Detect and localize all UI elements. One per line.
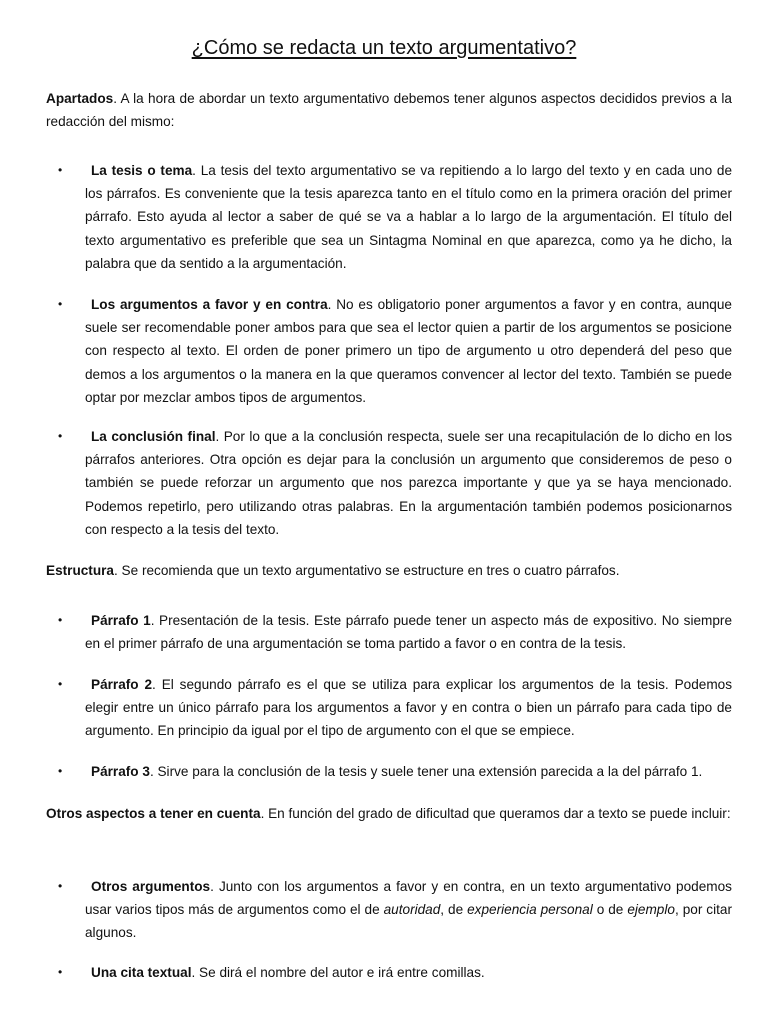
list-item-otros-argumentos: [58, 875, 732, 945]
list-item-label: Una cita textual: [91, 965, 192, 980]
apartados-text: . A la hora de abordar un texto argumentativo debemos tener algunos aspectos decididos previos a la redacción del mismo:: [46, 91, 732, 130]
emphasis-text: ejemplo: [627, 902, 675, 918]
list-item-cita-textual: [58, 961, 732, 984]
emphasis-text: autoridad: [383, 902, 441, 918]
list-item-parrafo-3: [58, 760, 732, 783]
list-item-label: La conclusión final: [91, 429, 216, 444]
bullet-icon: •: [58, 429, 63, 443]
bullet-icon: •: [58, 163, 63, 177]
list-item-label: Párrafo 2: [91, 677, 153, 692]
list-item-label: Otros argumentos: [91, 879, 211, 894]
list-item-text: . Junto con los argumentos a favor y en contra, en un texto argumentativo podemos usar varios tipos más de argumentos como el de: [85, 879, 732, 918]
list-item-text: , de: [440, 902, 468, 918]
list-item-text: . Por lo que a la conclusión respecta, suele ser una recapitulación de lo dicho en los párrafos anteriores. Otra opción es dejar para la conclusión un argumento que consideremos de peso o también se puede reforzar un argumento que nos parezca importante y que ya se haya mencionado. Podemos repetirlo, pero utilizando otras palabras. En la argumentación también podemos posicionarnos con respecto a la tesis del texto.: [85, 429, 732, 537]
list-item-text: o de: [592, 902, 628, 918]
emphasis-text: experiencia personal: [467, 902, 593, 918]
bullet-icon: •: [58, 764, 63, 778]
list-item-text: . El segundo párrafo es el que se utiliza para explicar los argumentos de la tesis. Podemos elegir entre un único párrafo para los argumentos a favor y en contra o bien un párrafo para cada tipo de argumento. En principio da igual por el tipo de argumento con el que se empiece.: [85, 677, 732, 739]
list-item-conclusion: [58, 425, 732, 541]
estructura-text: . Se recomienda que un texto argumentativo se estructure en tres o cuatro párrafos.: [114, 563, 620, 578]
list-item-text: . Presentación de la tesis. Este párrafo puede tener un aspecto más de expositivo. No siempre en el primer párrafo de una argumentación se toma partido a favor o en contra de la tesis.: [85, 613, 733, 652]
apartados-paragraph: [46, 87, 732, 133]
otros-text: . En función del grado de dificultad que queramos dar a texto se puede incluir:: [260, 806, 731, 821]
document-title: ¿Cómo se redacta un texto argumentativo?: [191, 37, 577, 59]
list-item-argumentos: [58, 293, 732, 409]
estructura-label: Estructura: [46, 563, 114, 578]
list-item-text: . La tesis del texto argumentativo se va repitiendo a lo largo del texto y en cada uno de los párrafos. Es conveniente que la tesis aparezca tanto en el título como en la primera oración del primer párrafo. Esto ayuda al lector a saber de qué se va a hablar a lo largo de la argumentación. El título del texto argumentativo es preferible que sea un Sintagma Nominal en que aparezca, como ya he dicho, la palabra que da sentido a la argumentación.: [85, 163, 733, 271]
list-item-text: , por citar algunos.: [85, 902, 732, 941]
bullet-icon: •: [58, 965, 63, 979]
list-item-label: Los argumentos a favor y en contra: [91, 297, 328, 312]
bullet-icon: •: [58, 677, 63, 691]
list-item-text: . No es obligatorio poner argumentos a favor y en contra, aunque suele ser recomendable poner ambos para que sea el lector quien a partir de los argumentos se posicione con respecto al texto. El orden de poner primero un tipo de argumento u otro dependerá del peso que demos a los argumentos o la manera en la que queramos convencer al lector del texto. También se puede optar por mezclar ambos tipos de argumentos.: [85, 297, 732, 405]
list-item-parrafo-1: [58, 609, 732, 655]
bullet-icon: •: [58, 879, 63, 893]
list-item-label: La tesis o tema: [91, 163, 193, 178]
bullet-icon: •: [58, 297, 63, 311]
list-item-text: . Se dirá el nombre del autor e irá entre comillas.: [191, 965, 485, 980]
otros-label: Otros aspectos a tener en cuenta: [46, 806, 261, 821]
list-item-parrafo-2: [58, 673, 732, 743]
list-item-label: Párrafo 1: [91, 613, 151, 628]
list-item-tesis: [58, 159, 732, 275]
bullet-icon: •: [58, 613, 63, 627]
apartados-label: Apartados: [46, 91, 114, 106]
estructura-paragraph: [46, 559, 732, 582]
otros-paragraph: [46, 802, 732, 825]
list-item-label: Párrafo 3: [91, 764, 150, 779]
list-item-text: . Sirve para la conclusión de la tesis y suele tener una extensión parecida a la del párrafo 1.: [149, 764, 703, 779]
